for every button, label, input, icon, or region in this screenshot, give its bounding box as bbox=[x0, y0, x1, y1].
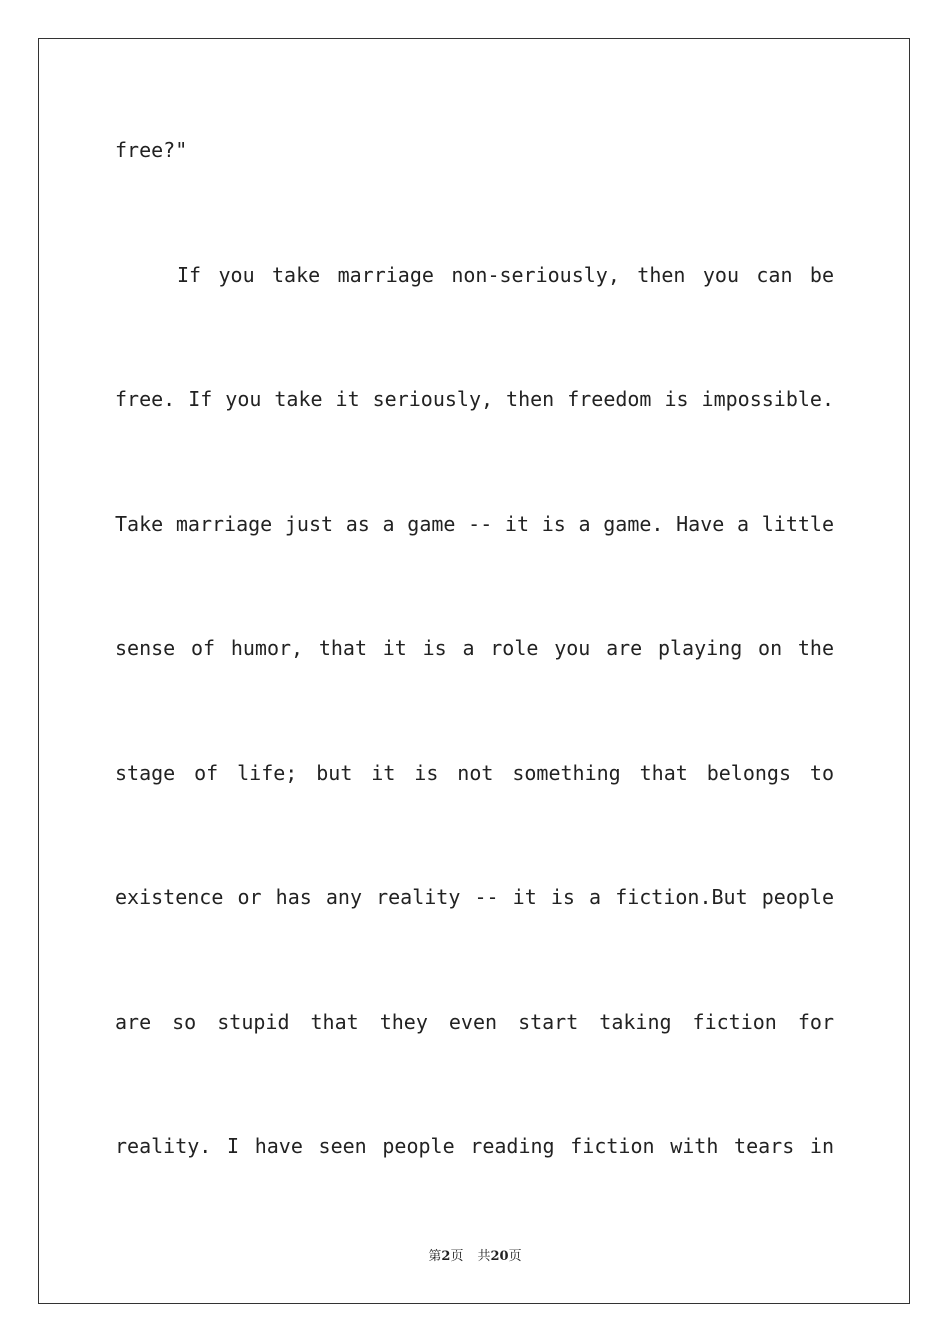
page-border bbox=[38, 38, 910, 1304]
text-line-9: reality. I have seen people reading fiction with tears in bbox=[115, 1134, 834, 1158]
text-line-7: existence or has any reality -- it is a fiction.But people bbox=[115, 885, 834, 909]
text-line-1: free?" bbox=[115, 138, 188, 162]
total-prefix: 共 bbox=[477, 1249, 491, 1264]
total-pages: 20 bbox=[490, 1249, 509, 1264]
text-line-3: free. If you take it seriously, then freedom is impossible. bbox=[115, 387, 834, 411]
text-line-8: are so stupid that they even start taking fiction for bbox=[115, 1010, 834, 1034]
text-line-6: stage of life; but it is not something that belongs to bbox=[115, 761, 834, 785]
text-line-4: Take marriage just as a game -- it is a game. Have a little bbox=[115, 512, 834, 536]
page-suffix: 页 bbox=[450, 1249, 464, 1264]
page-prefix: 第 bbox=[428, 1249, 442, 1264]
text-line-2: If you take marriage non-seriously, then you can be bbox=[177, 263, 834, 287]
page-footer bbox=[0, 1248, 950, 1266]
total-suffix: 页 bbox=[508, 1249, 522, 1264]
page-number: 2 bbox=[441, 1249, 451, 1264]
text-line-5: sense of humor, that it is a role you are playing on the bbox=[115, 636, 834, 660]
